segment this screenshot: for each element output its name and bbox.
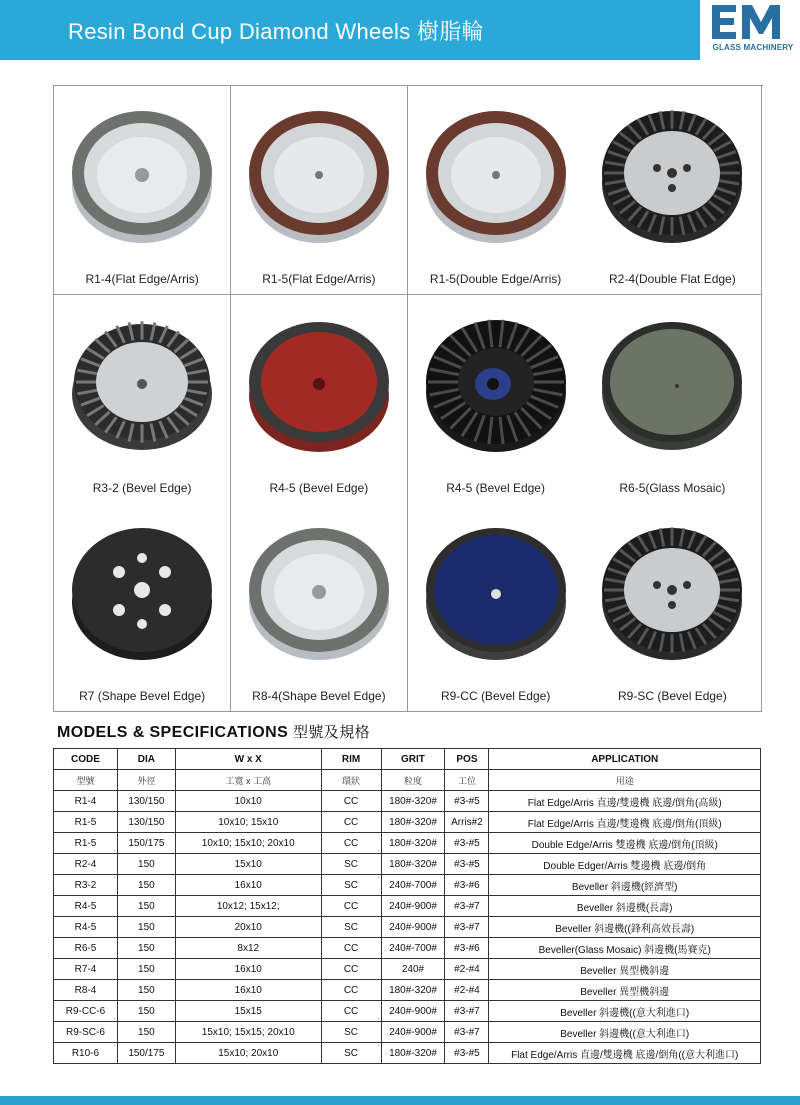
table-cell: SC bbox=[321, 854, 381, 875]
table-cell: 15x15 bbox=[175, 1001, 321, 1022]
table-cell: 240#-700# bbox=[381, 875, 445, 896]
table-cell: 180#-320# bbox=[381, 1043, 445, 1064]
grey-green-cup-wheel-icon bbox=[597, 312, 747, 462]
logo-subtitle: GLASS MACHINERY bbox=[712, 43, 794, 52]
spec-col-header: APPLICATION bbox=[489, 749, 761, 770]
table-row bbox=[54, 1022, 761, 1043]
table-cell: Beveller 斜邊機(長壽) bbox=[489, 896, 761, 917]
spec-table bbox=[53, 748, 761, 1064]
table-cell: Double Edger/Arris 雙邊機 底邊/倒角 bbox=[489, 854, 761, 875]
table-cell: Flat Edge/Arris 直邊/雙邊機 底邊/倒角((意大利進口) bbox=[489, 1043, 761, 1064]
page-footer-bar bbox=[0, 1096, 800, 1105]
table-cell: 20x10 bbox=[175, 917, 321, 938]
table-cell: 150/175 bbox=[117, 833, 175, 854]
table-cell: 240# bbox=[381, 959, 445, 980]
table-row bbox=[54, 917, 761, 938]
brand-logo bbox=[700, 0, 800, 60]
table-cell: SC bbox=[321, 1043, 381, 1064]
table-cell: Beveller 異型機斜邊 bbox=[489, 980, 761, 1001]
table-cell: 130/150 bbox=[117, 791, 175, 812]
table-cell: Beveller(Glass Mosaic) 斜邊機(馬賽克) bbox=[489, 938, 761, 959]
product-cell bbox=[231, 86, 408, 295]
table-row bbox=[54, 833, 761, 854]
table-cell: #3-#7 bbox=[445, 1001, 489, 1022]
table-cell: #3-#6 bbox=[445, 938, 489, 959]
table-cell: Double Edge/Arris 雙邊機 底邊/倒角(頂級) bbox=[489, 833, 761, 854]
table-cell: CC bbox=[321, 833, 381, 854]
table-cell: R1-5 bbox=[54, 833, 118, 854]
segmented-black-rim-wheel-icon bbox=[597, 520, 747, 670]
specs-title-en: MODELS & SPECIFICATIONS bbox=[57, 724, 289, 741]
table-cell: 16x10 bbox=[175, 959, 321, 980]
segmented-grey-rim-wheel-icon bbox=[67, 312, 217, 462]
table-cell: #3-#7 bbox=[445, 1022, 489, 1043]
spec-header-row bbox=[54, 749, 761, 770]
table-cell: 180#-320# bbox=[381, 854, 445, 875]
table-cell: R10-6 bbox=[54, 1043, 118, 1064]
km-logo-icon bbox=[708, 2, 798, 42]
page-title: Resin Bond Cup Diamond Wheels 樹脂輪 bbox=[68, 19, 484, 44]
table-cell: #2-#4 bbox=[445, 959, 489, 980]
spec-col-header: POS bbox=[445, 749, 489, 770]
specs-title-zh: 型號及規格 bbox=[293, 724, 371, 741]
product-cell bbox=[231, 295, 408, 504]
table-cell: 16x10 bbox=[175, 875, 321, 896]
table-cell: Flat Edge/Arris 直邊/雙邊機 底邊/倒角(高級) bbox=[489, 791, 761, 812]
table-cell: R1-5 bbox=[54, 812, 118, 833]
product-caption: R2-4(Double Flat Edge) bbox=[609, 272, 736, 286]
product-caption: R4-5 (Bevel Edge) bbox=[446, 480, 545, 495]
table-cell: Beveller 斜邊機((意大利進口) bbox=[489, 1001, 761, 1022]
table-cell: 150 bbox=[117, 1022, 175, 1043]
spec-col-header: DIA bbox=[117, 749, 175, 770]
table-cell: 240#-700# bbox=[381, 938, 445, 959]
spec-col-header: GRIT bbox=[381, 749, 445, 770]
table-cell: 240#-900# bbox=[381, 896, 445, 917]
table-cell: 150 bbox=[117, 917, 175, 938]
table-cell: R8-4 bbox=[54, 980, 118, 1001]
table-cell: CC bbox=[321, 812, 381, 833]
table-row bbox=[54, 875, 761, 896]
table-row bbox=[54, 854, 761, 875]
product-cell bbox=[584, 295, 761, 504]
silver-cup-brown-rim-wheel-icon bbox=[244, 103, 394, 253]
table-cell: #3-#5 bbox=[445, 854, 489, 875]
segmented-black-rim-wheel-icon bbox=[597, 103, 747, 253]
table-row bbox=[54, 896, 761, 917]
table-cell: Beveller 斜邊機((鋒利高效長壽) bbox=[489, 917, 761, 938]
table-cell: #3-#5 bbox=[445, 791, 489, 812]
table-cell: Beveller 斜邊機((意大利進口) bbox=[489, 1022, 761, 1043]
table-cell: Beveller 異型機斜邊 bbox=[489, 959, 761, 980]
product-caption: R7 (Shape Bevel Edge) bbox=[79, 689, 206, 703]
product-grid bbox=[53, 85, 763, 712]
table-cell: R4-5 bbox=[54, 917, 118, 938]
table-cell: 10x10; 15x10; 20x10 bbox=[175, 833, 321, 854]
table-cell: SC bbox=[321, 917, 381, 938]
product-cell bbox=[584, 503, 761, 712]
product-cell bbox=[54, 295, 231, 504]
table-row bbox=[54, 1001, 761, 1022]
product-caption: R4-5 (Bevel Edge) bbox=[269, 480, 369, 495]
table-cell: 150 bbox=[117, 1001, 175, 1022]
product-caption: R3-2 (Bevel Edge) bbox=[92, 480, 192, 495]
spec-col-header-zh: 粒度 bbox=[381, 770, 445, 791]
product-cell bbox=[584, 86, 761, 295]
logo-letters: KM bbox=[708, 2, 710, 3]
table-cell: 10x10 bbox=[175, 791, 321, 812]
spec-col-header-zh: 工寬 x 工高 bbox=[175, 770, 321, 791]
spec-col-header-zh: 用途 bbox=[489, 770, 761, 791]
product-cell bbox=[408, 295, 585, 504]
table-row bbox=[54, 1043, 761, 1064]
product-caption: R1-5(Double Edge/Arris) bbox=[429, 272, 562, 286]
table-cell: 150/175 bbox=[117, 1043, 175, 1064]
table-cell: SC bbox=[321, 1022, 381, 1043]
table-cell: R2-4 bbox=[54, 854, 118, 875]
product-cell bbox=[408, 86, 585, 295]
table-cell: CC bbox=[321, 791, 381, 812]
table-cell: #3-#5 bbox=[445, 1043, 489, 1064]
table-cell: CC bbox=[321, 980, 381, 1001]
product-cell bbox=[231, 503, 408, 712]
silver-cup-grey-rim-wheel-icon bbox=[67, 103, 217, 253]
spec-col-header-zh: 外徑 bbox=[117, 770, 175, 791]
silver-cup-grey-rim-wheel-icon bbox=[244, 520, 394, 670]
table-cell: 15x10 bbox=[175, 854, 321, 875]
table-cell: 8x12 bbox=[175, 938, 321, 959]
table-cell: R9-CC-6 bbox=[54, 1001, 118, 1022]
product-caption: R6-5(Glass Mosaic) bbox=[619, 480, 726, 495]
table-row bbox=[54, 812, 761, 833]
product-caption: R1-4(Flat Edge/Arris) bbox=[85, 272, 199, 286]
product-caption: R1-5(Flat Edge/Arris) bbox=[262, 272, 376, 286]
table-cell: R6-5 bbox=[54, 938, 118, 959]
table-cell: 15x10; 20x10 bbox=[175, 1043, 321, 1064]
table-cell: SC bbox=[321, 875, 381, 896]
table-cell: 150 bbox=[117, 854, 175, 875]
table-row bbox=[54, 791, 761, 812]
table-cell: 180#-320# bbox=[381, 980, 445, 1001]
table-cell: Arris#2 bbox=[445, 812, 489, 833]
product-caption: R9-CC (Bevel Edge) bbox=[440, 689, 551, 703]
table-cell: 15x10; 15x15; 20x10 bbox=[175, 1022, 321, 1043]
table-cell: 180#-320# bbox=[381, 833, 445, 854]
table-cell: #3-#6 bbox=[445, 875, 489, 896]
table-row bbox=[54, 938, 761, 959]
table-cell: 150 bbox=[117, 959, 175, 980]
blue-cup-wheel-icon bbox=[421, 520, 571, 670]
table-cell: Flat Edge/Arris 直邊/雙邊機 底邊/倒角(頂級) bbox=[489, 812, 761, 833]
red-cup-wheel-icon bbox=[244, 312, 394, 462]
product-caption: R8-4(Shape Bevel Edge) bbox=[252, 689, 386, 703]
black-cup-holes-wheel-icon bbox=[67, 520, 217, 670]
table-cell: 10x12; 15x12; bbox=[175, 896, 321, 917]
spec-col-header-zh: 工位 bbox=[445, 770, 489, 791]
table-cell: 240#-900# bbox=[381, 917, 445, 938]
table-cell: #3-#7 bbox=[445, 896, 489, 917]
product-cell bbox=[408, 503, 585, 712]
table-cell: 180#-320# bbox=[381, 812, 445, 833]
table-cell: CC bbox=[321, 896, 381, 917]
spec-col-header: CODE bbox=[54, 749, 118, 770]
table-cell: CC bbox=[321, 1001, 381, 1022]
table-cell: R7-4 bbox=[54, 959, 118, 980]
table-cell: 150 bbox=[117, 875, 175, 896]
spec-col-header-zh: 環狀 bbox=[321, 770, 381, 791]
table-cell: 150 bbox=[117, 896, 175, 917]
silver-cup-brown-rim-wheel-icon bbox=[421, 103, 571, 253]
table-cell: Beveller 斜邊機(經濟型) bbox=[489, 875, 761, 896]
product-cell bbox=[54, 86, 231, 295]
table-cell: CC bbox=[321, 959, 381, 980]
table-cell: #3-#5 bbox=[445, 833, 489, 854]
spec-col-header: W x X bbox=[175, 749, 321, 770]
table-cell: 180#-320# bbox=[381, 791, 445, 812]
table-cell: 150 bbox=[117, 938, 175, 959]
product-caption: R9-SC (Bevel Edge) bbox=[618, 689, 727, 703]
table-row bbox=[54, 980, 761, 1001]
table-cell: 150 bbox=[117, 980, 175, 1001]
table-cell: R9-SC-6 bbox=[54, 1022, 118, 1043]
table-cell: R3-2 bbox=[54, 875, 118, 896]
segmented-black-blue-wheel-icon bbox=[421, 312, 571, 462]
spec-col-header: RIM bbox=[321, 749, 381, 770]
table-cell: 240#-900# bbox=[381, 1022, 445, 1043]
table-row bbox=[54, 959, 761, 980]
product-cell bbox=[54, 503, 231, 712]
table-cell: 130/150 bbox=[117, 812, 175, 833]
table-cell: #2-#4 bbox=[445, 980, 489, 1001]
spec-header-row-zh bbox=[54, 770, 761, 791]
table-cell: 16x10 bbox=[175, 980, 321, 1001]
spec-col-header-zh: 型號 bbox=[54, 770, 118, 791]
table-cell: 10x10; 15x10 bbox=[175, 812, 321, 833]
table-cell: CC bbox=[321, 938, 381, 959]
table-cell: #3-#7 bbox=[445, 917, 489, 938]
table-cell: R4-5 bbox=[54, 896, 118, 917]
specs-title bbox=[57, 721, 370, 742]
page-header bbox=[0, 0, 800, 60]
table-cell: 240#-900# bbox=[381, 1001, 445, 1022]
table-cell: R1-4 bbox=[54, 791, 118, 812]
